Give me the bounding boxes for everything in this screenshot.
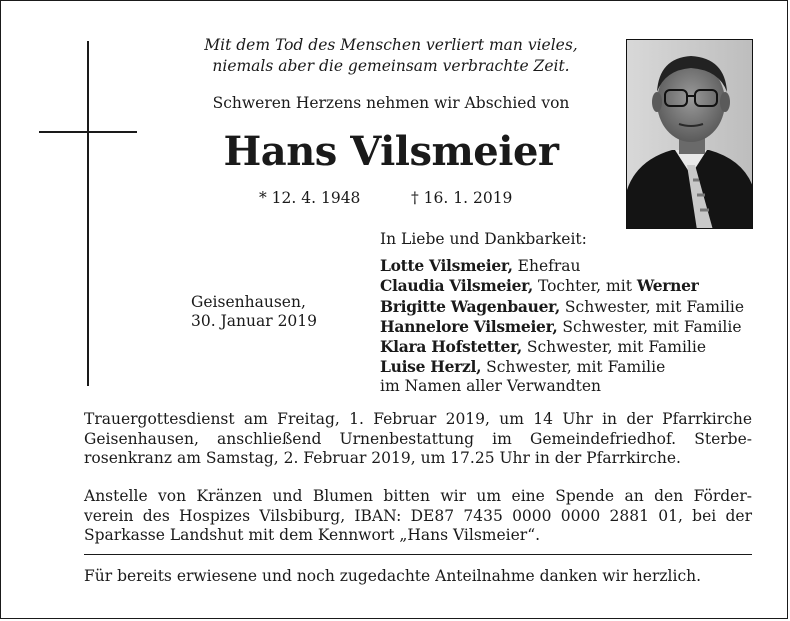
mourner-name: Luise Herzl, [380,357,482,377]
mourner-partner-name: Werner [636,276,699,296]
divider-line [84,554,752,555]
portrait-image [627,40,753,229]
paragraph-line: Trauergottesdienst am Freitag, 1. Februar 2019, um 14 Uhr in der Pfarrkirche [84,410,752,428]
mourners-list [380,230,744,397]
quote-line-2: niemals aber die gemeinsam verbrachte Zeit. [212,57,570,75]
mourner-relation: Ehefrau [512,257,581,276]
birth-date: * 12. 4. 1948 [259,189,361,207]
mourner-entry [380,337,744,357]
paragraph-line: rosenkranz am Samstag, 2. Februar 2019, um 17.25 Uhr in der Pfarrkirche. [84,449,681,467]
notice-date: 30. Januar 2019 [191,312,318,330]
mourner-relation: Schwester, mit Familie [559,297,745,316]
paragraph-line: Sparkasse Landshut mit dem Kennwort „Hans Vilsmeier“. [84,526,541,544]
place-city: Geisenhausen, [191,293,306,311]
portrait-photo [626,39,753,229]
mourner-entry [380,276,744,296]
deceased-name: Hans Vilsmeier [223,128,559,175]
mourner-relation: Schwester, mit Familie [557,317,742,336]
mourners-intro: In Liebe und Dankbarkeit: [380,230,587,248]
farewell-line: Schweren Herzens nehmen wir Abschied von [212,94,570,112]
mourner-entry [380,317,744,337]
mourners-closing: im Namen aller Verwandten [380,377,601,396]
mourner-name: Claudia Vilsmeier, [380,276,534,296]
mourner-entry [380,256,744,276]
paragraph-line: Anstelle von Kränzen und Blumen bitten wir um eine Spende an den Förder- [84,487,752,505]
quote-line-1: Mit dem Tod des Menschen verliert man vieles, [204,36,578,54]
cross-horizontal-bar [39,131,137,133]
paragraph-line: Geisenhausen, anschließend Urnenbestattung im Gemeindefriedhof. Sterbe- [84,429,752,448]
funeral-service-paragraph [84,410,752,469]
place-and-date [191,293,317,331]
mourner-relation: Schwester, mit Familie [521,338,706,357]
mourner-name: Brigitte Wagenbauer, [380,296,560,316]
mourner-name: Klara Hofstetter, [380,337,522,357]
thanks-line: Für bereits erwiesene und noch zugedachte Anteilnahme danken wir herzlich. [84,567,702,585]
donation-paragraph [84,487,752,546]
death-date: † 16. 1. 2019 [411,189,513,207]
mourner-name: Hannelore Vilsmeier, [380,316,558,336]
mourner-relation: Tochter, mit [533,277,637,296]
memorial-quote [151,35,631,77]
paragraph-line: verein des Hospizes Vilsbiburg, IBAN: DE87 7435 0000 0000 2881 01, bei der [84,506,752,525]
mourner-name: Lotte Vilsmeier, [380,256,513,276]
cross-vertical-bar [87,41,89,386]
mourner-relation: Schwester, mit Familie [481,358,666,377]
mourner-entry [380,297,744,317]
mourner-entry [380,357,744,377]
